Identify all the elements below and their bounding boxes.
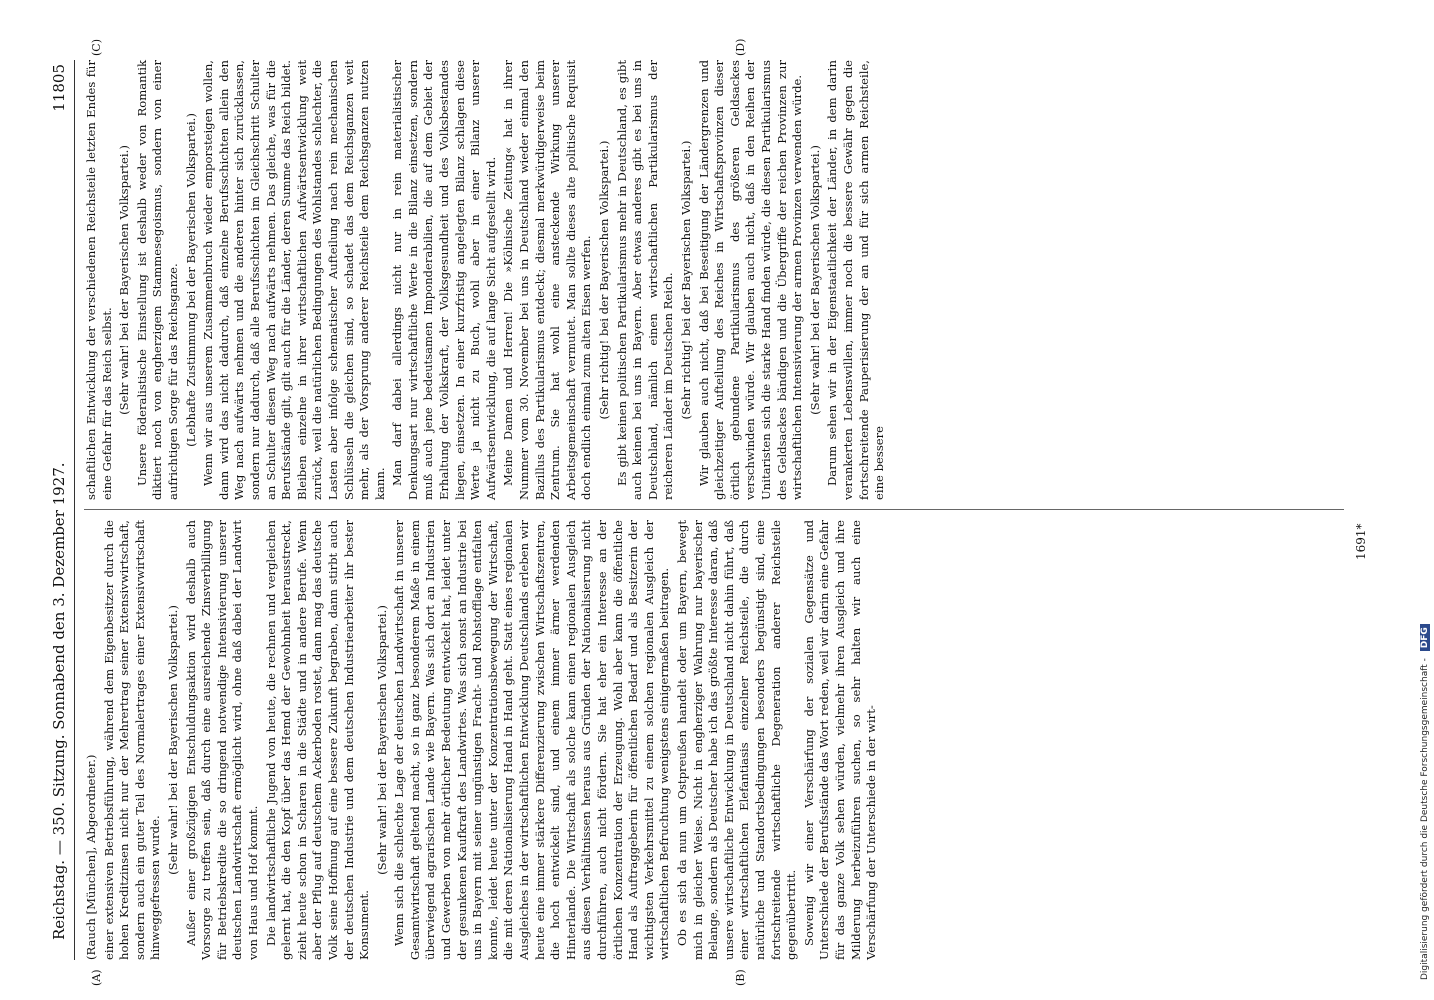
paragraph: Wir glauben auch nicht, daß bei Beseitigung der Ländergrenzen und gleichzeitiger Aufteilung des Reiches in Wirtschaftsprovinzen dieser örtlich gebundene Partikularismus des größeren Geldsackes verschwinden würde. Wir glauben auch nicht, daß in den Reihen der Unitaristen sich die starke Hand finden würde, die diesen Partikularismus des Geldsackes bändigen und die Übergriffe der reichen Provinzen zur wirtschaftlichen Intensivierung der armen Provinzen verwenden würde. [696,60,805,500]
digitization-note [1420,0,1434,980]
interjection: (Sehr wahr! bei der Bayerischen Volkspartei.) [165,605,180,875]
paragraph: Es gibt keinen politischen Partikularismus mehr in Deutschland, es gibt auch keinen bei uns in Bayern. Aber etwas anderes gibt es bei uns in Deutschland, nämlich einen wirtschaftlichen Partikularismus der reicheren Länder im Deutschen Reich. [614,60,676,500]
interjection: (Sehr wahr! bei der Bayerischen Volkspartei.) [807,145,822,415]
page-number: 11805 [50,64,68,112]
page-header [44,60,75,960]
column-divider [84,509,1344,510]
interjection: (Sehr wahr! bei der Bayerischen Volkspartei.) [374,605,389,875]
column-left [84,520,882,960]
paragraph: schaftlichen Entwicklung der verschiedenen Reichsteile letzten Endes für eine Gefahr für das Reich selbst. [84,60,114,500]
margin-marker-d: (D) [734,38,747,56]
interjection: (Sehr richtig! bei der Bayerischen Volkspartei.) [678,140,693,420]
paragraph: Meine Damen und Herren! Die »Kölnische Zeitung« hat in ihrer Nummer vom 30. November bei uns in Deutschland wieder einmal den Bazillus des Partikularismus entdeckt; diesmal merkwürdigerweise beim Zentrum. Sie hat wohl eine ansteckende Wirkung unserer Arbeitsgemeinschaft vermutet. Man sollte dieses alte politische Requisit doch endlich einmal zum alten Eisen werfen. [501,60,594,500]
paragraph: Darum sehen wir in der Eigenstaatlichkeit der Länder, in dem darin verankerten Lebenswillen, immer noch die bessere Gewähr gegen die fortschreitende Pauperisierung der an und für sich armen Reichsteile, eine bessere [825,60,887,500]
paragraph: Man darf dabei allerdings nicht nur in rein materialistischer Denkungsart nur wirtschaftliche Werte in die Bilanz einsetzen, sondern muß auch jene bedeutsamen Imponderabilien, die auf dem Gebiet der Erhaltung der Volkskraft, der Volksgesundheit und des Volksbestandes liegen, einsetzen. In einer kurzfristig angelegten Bilanz schlagen diese Werte ja nicht zu Buch, wohl aber in einer Bilanz unserer Aufwärtsentwicklung, die auf lange Sicht aufgestellt wird. [390,60,498,500]
column-right [84,60,890,500]
paragraph: Unsere föderalistische Einstellung ist deshalb weder von Romantik diktiert noch von engherzigem Stammesegoismus, sondern von einer aufrichtigen Sorge für das Reichsganze. [134,60,180,500]
rotated-sheet [44,38,1384,986]
margin-marker-a: (A) [90,969,103,986]
page-footer: 1691* [1354,523,1368,560]
digitization-text: Digitalisierung gefördert durch die Deutsche Forschungsgemeinschaft - [1420,658,1430,980]
dfg-logo: DFG [1420,624,1430,651]
paragraph: Ob es sich da nun um Ostpreußen handelt oder um Bayern, bewegt mich in gleicher Weise. Nicht in engherziger Wahrung nur bayerischer Belange, sondern als Deutscher habe ich das größte Interesse daran, daß unsere wirtschaftliche Entwicklung in Deutschland nicht dahin führt, daß einer wirtschaftlichen Elefantiasis einzelner Reichsteile, die durch natürliche und Standortsbedingungen besonders begünstigt sind, eine fortschreitende wirtschaftliche Degeneration anderer Reichsteile gegenübertritt. [674,520,799,960]
margin-marker-c: (C) [90,39,103,56]
paragraph: Wenn wir aus unserem Zusammenbruch wieder emporsteigen wollen, dann wird das nicht dadurch, daß einzelne Berufsschichten allein den Weg nach aufwärts nehmen und die anderen hinter sich zurücklassen, sondern nur dadurch, daß alle Berufsschichten im Gleichschritt Schulter an Schulter diesen Weg nach aufwärts nehmen. Das gleiche, was für die Berufsstände gilt, gilt auch für die Länder, deren Summe das Reich bildet. Bleiben einzelne in ihrer wirtschaftlichen Aufwärtsentwicklung weit zurück, weil die natürlichen Bedingungen des Wohlstandes schlechter, die Lasten aber infolge schematischer Aufteilung nach rein mechanischen Schlüsseln die gleichen sind, so schadet das dem Reichsganzen weit mehr, als der Vorsprung anderer Reichsteile dem Reichsganzen nutzen kann. [201,60,387,500]
paragraph: Die landwirtschaftliche Jugend von heute, die rechnen und vergleichen gelernt hat, die den Kopf über das Hemd der Gewohnheit herausstreckt, zieht heute schon in Scharen in die Städte und in andere Berufe. Wenn aber der Pflug auf deutschem Ackerboden rostet, dann mag das deutsche Volk seine Hoffnung auf eine bessere Zukunft begraben, dann stirbt auch der deutschen Industrie und dem deutschen Industriearbeiter ihr bester Konsument. [263,520,372,960]
paragraph: Sowenig wir einer Verschärfung der sozialen Gegensätze und Unterschiede der Berufsstände das Wort reden, weil wir darin eine Gefahr für das ganze Volk sehen würden, vielmehr ihren Ausgleich und ihre Milderung herbeizuführen suchen, so sehr halten wir auch eine Verschärfung der Unterschiede in der wirt- [801,520,879,960]
paragraph: Außer einer großzügigen Entschuldungsaktion wird deshalb auch Vorsorge zu treffen sein, daß durch eine ausreichende Zinsverbilligung für Betriebskredite die so dringend notwendige Intensivierung unserer deutschen Landwirtschaft ermöglicht wird, ohne daß dabei der Landwirt von Haus und Hof kommt. [183,520,260,960]
speaker-label: (Rauch [München], Abgeordneter.) [84,754,98,960]
paragraph: Wenn sich die schlechte Lage der deutschen Landwirtschaft in unserer Gesamtwirtschaft geltend macht, so in ganz besonderem Maße in einem überwiegend agrarischen Lande wie Bayern. Was sich dort an Industrien und Gewerben von mehr örtlicher Bedeutung entwickelt hat, leidet unter der gesunkenen Kaufkraft des Landwirtes. Was sich sonst an Industrie bei uns in Bayern mit seiner ungünstigen Fracht- und Rohstofflage entfalten konnte, leidet heute unter der Konzentrationsbewegung der Wirtschaft, die mit deren Nationalisierung Hand in Hand geht. Statt eines regionalen Ausgleiches in der wirtschaftlichen Entwicklung Deutschlands erleben wir heute eine immer stärkere Differenzierung zwischen Wirtschaftszentren, die hoch entwickelt sind, und einem immer ärmer werdenden Hinterlande. Die Wirtschaft als solche kann einen regionalen Ausgleich aus diesen Verhältnissen heraus aus Gründen der Nationalisierung nicht durchführen, auch nicht fördern. Sie hat eher ein Interesse an der örtlichen Konzentration der Erzeugung. Wohl aber kann die öffentliche Hand als Auftraggeberin für öffentlichen Bedarf und als Besitzerin der wichtigsten Verkehrsmittel zu einem solchen regionalen Ausgleich der wirtschaftlichen Befruchtung wenigstens einigermaßen beitragen. [392,520,672,960]
interjection: (Lebhafte Zustimmung bei der Bayerischen Volkspartei.) [183,113,198,447]
header-title: Reichstag. — 350. Sitzung. Sonnabend den 3. Dezember 1927. [50,462,68,940]
margin-marker-b: (B) [734,969,747,986]
interjection: (Sehr wahr! bei der Bayerischen Volkspartei.) [117,145,132,415]
paragraph: einer extensiven Betriebsführung, während dem Eigenbesitzer durch die hohen Kreditzinsen nicht nur der Mehrertrag seiner Extensivwirtschaft, sondern auch ein guter Teil des Normalertrages einer Extensivwirtschaft hinweggefressen wurde. [101,520,163,960]
interjection: (Sehr richtig! bei der Bayerischen Volkspartei.) [597,140,611,420]
